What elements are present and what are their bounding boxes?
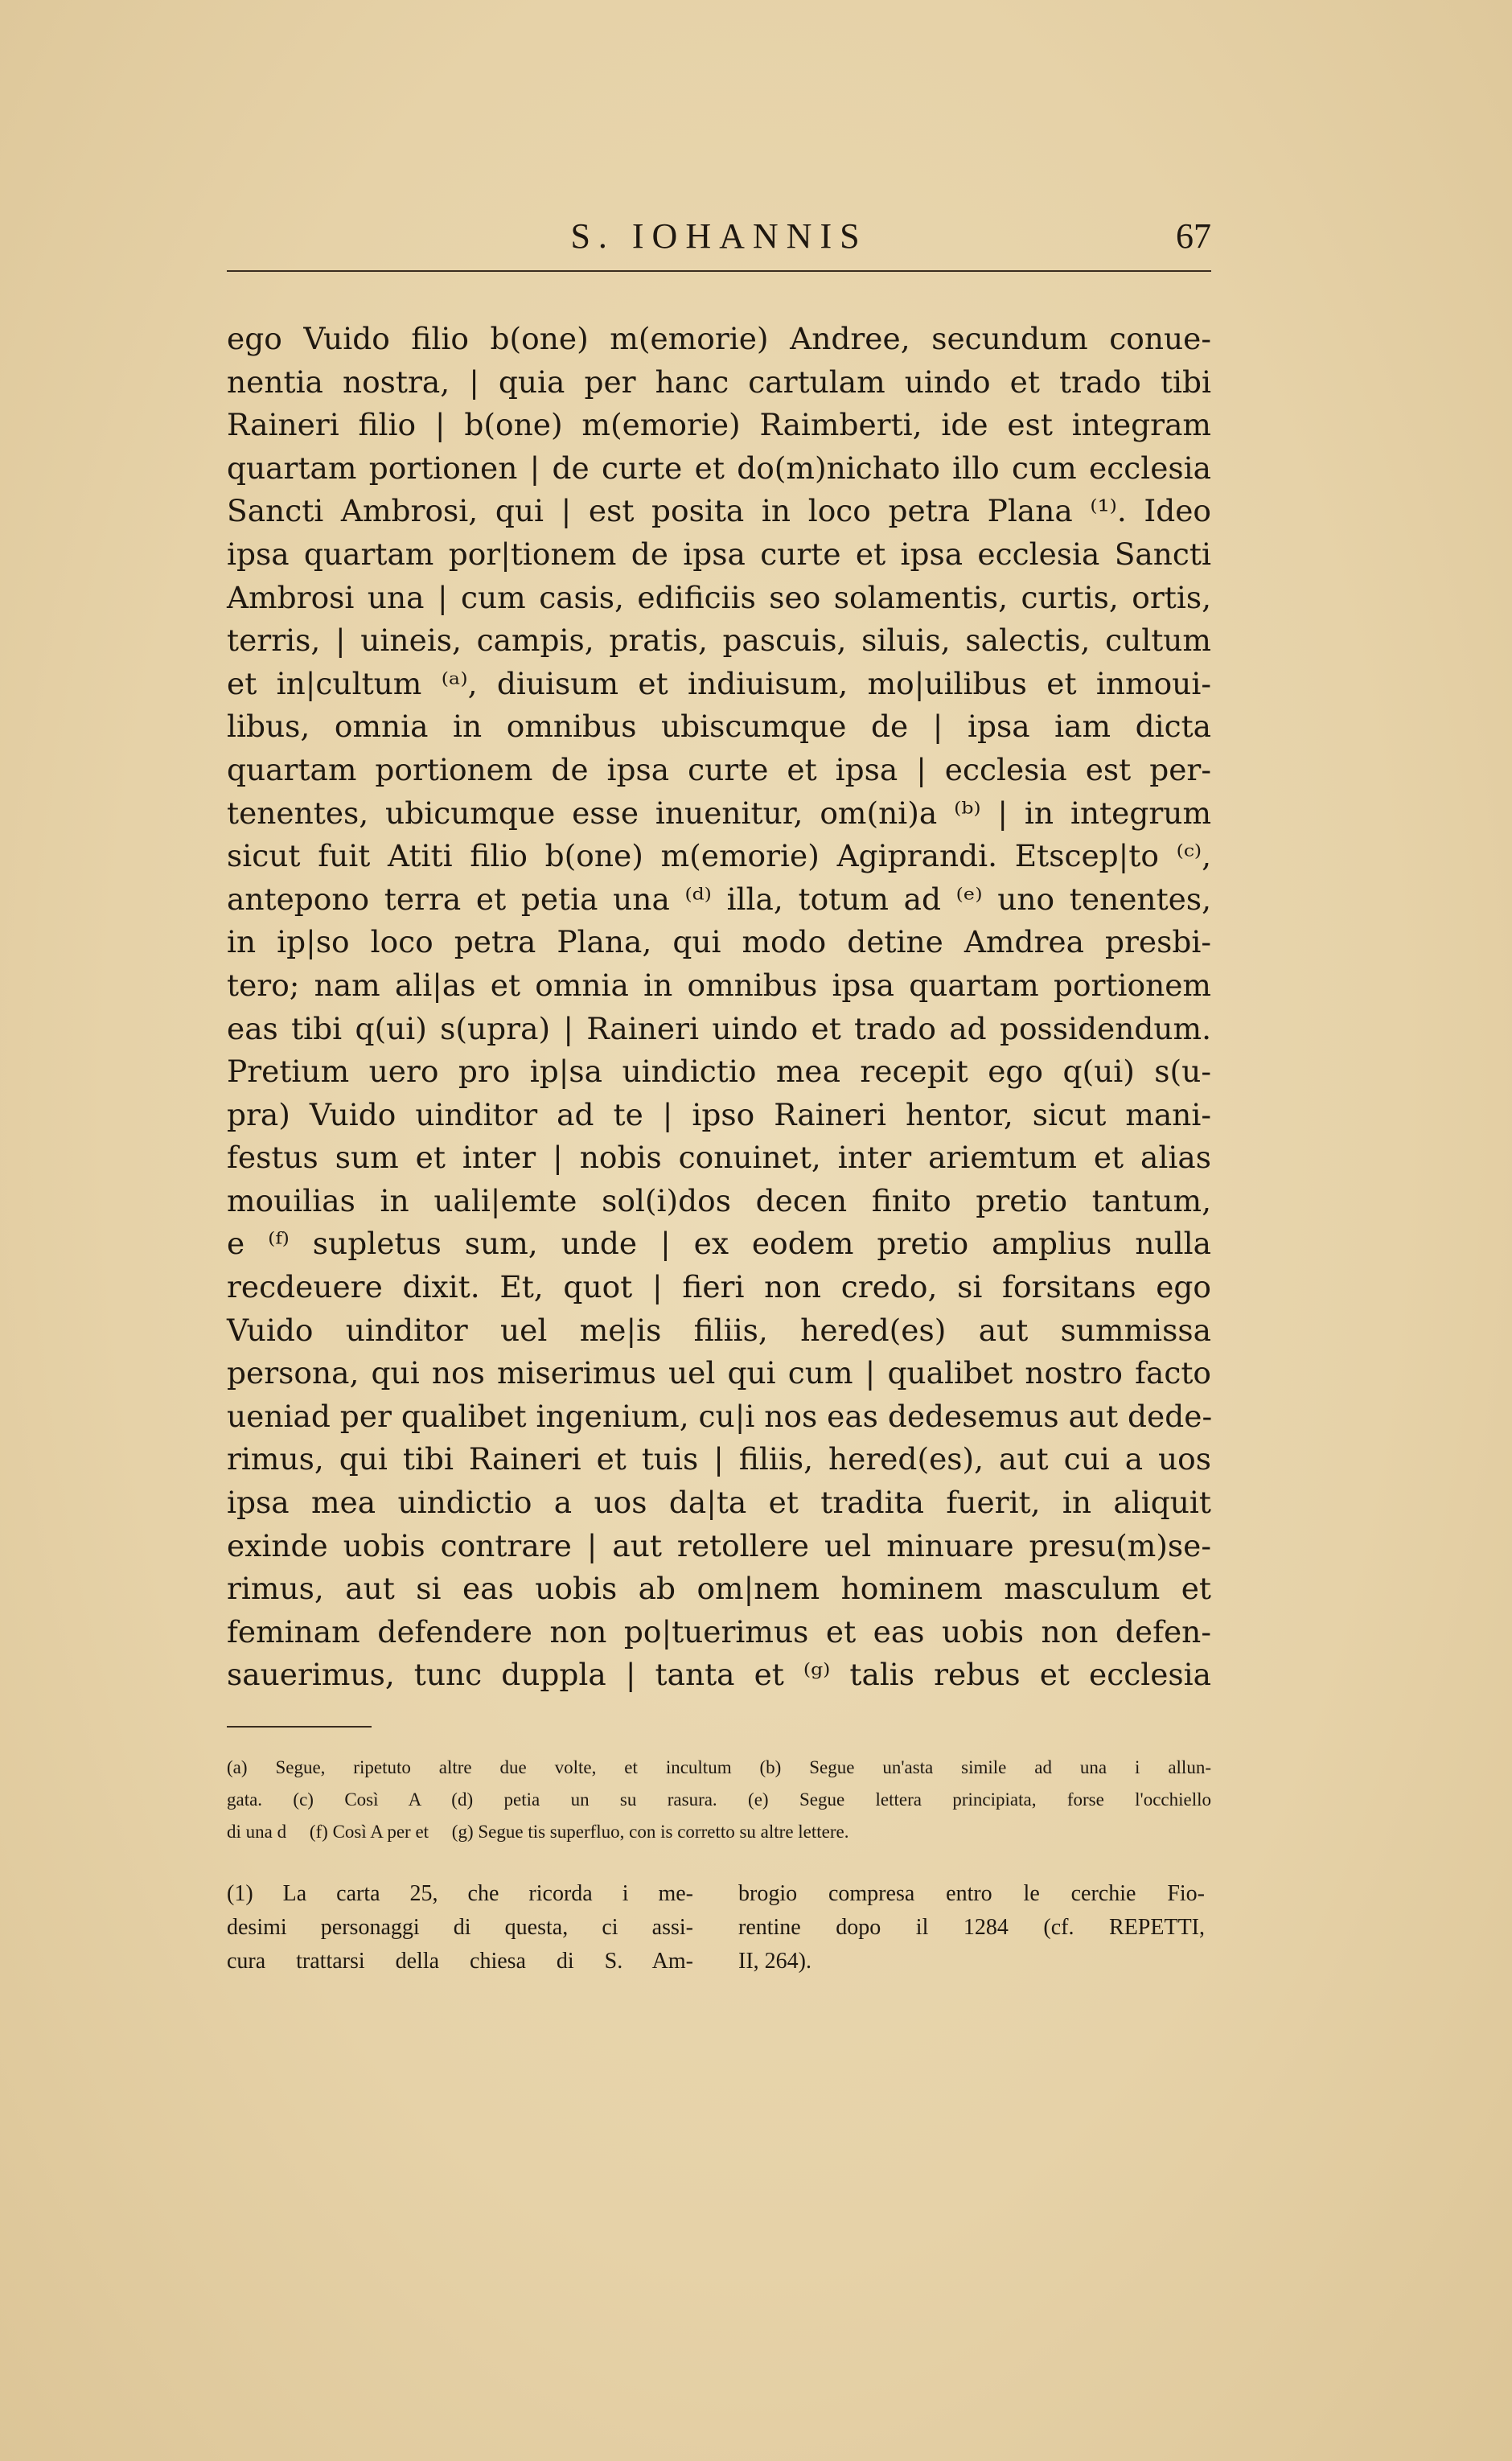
- text-line: tero; nam ali|as et omnia in omnibus ipsa quartam portionem: [227, 967, 1211, 1003]
- text-line: Raineri filio | b(one) m(emorie) Raimberti, ide est integram: [227, 407, 1211, 443]
- apparatus-line: di una d (f) Così A per et (g) Segue tis superfluo, con is corretto su altre lettere.: [227, 1822, 849, 1842]
- note-column-right: [738, 1877, 1205, 1978]
- text-line: pra) Vuido uinditor ad te | ipso Raineri hentor, sicut mani-: [227, 1096, 1211, 1132]
- text-line: quartam portionen | de curte et do(m)nichato illo cum ecclesia: [227, 450, 1211, 486]
- text-line: ipsa quartam por|tionem de ipsa curte et ipsa ecclesia Sancti: [227, 536, 1211, 572]
- note-line: II, 264).: [738, 1949, 811, 1974]
- text-line: tenentes, ubicumque esse inuenitur, om(ni)a ⁽ᵇ⁾ | in integrum: [227, 795, 1211, 831]
- text-line: libus, omnia in omnibus ubiscumque de | ipsa iam dicta: [227, 709, 1211, 745]
- text-line: in ip|so loco petra Plana, qui modo detine Amdrea presbi-: [227, 924, 1211, 960]
- footnote-rule: [227, 1726, 372, 1728]
- apparatus-line: gata. (c) Così A (d) petia un su rasura. (e) Segue lettera principiata, forse l'occhiello: [227, 1789, 1211, 1810]
- running-title: S. IOHANNIS: [570, 216, 868, 256]
- page-number: 67: [1176, 216, 1211, 256]
- note-line: desimi personaggi di questa, ci assi-: [227, 1915, 693, 1940]
- apparatus-line: (a) Segue, ripetuto altre due volte, et incultum (b) Segue un'asta simile ad una i allun-: [227, 1757, 1211, 1777]
- text-line: ipsa mea uindictio a uos da|ta et tradita fuerit, in aliquit: [227, 1485, 1211, 1521]
- text-line: Ambrosi una | cum casis, edificiis seo solamentis, curtis, ortis,: [227, 579, 1211, 615]
- text-line: antepono terra et petia una ⁽ᵈ⁾ illa, totum ad ⁽ᵉ⁾ uno tenentes,: [227, 881, 1211, 917]
- text-line: recdeuere dixit. Et, quot | fieri non credo, si forsitans ego: [227, 1269, 1211, 1305]
- page-header: [227, 216, 1211, 280]
- text-line: e ⁽ᶠ⁾ supletus sum, unde | ex eodem pretio amplius nulla: [227, 1226, 1211, 1262]
- text-line: ego Vuido filio b(one) m(emorie) Andree, secundum conue-: [227, 321, 1211, 356]
- critical-apparatus: [227, 1752, 1211, 1848]
- text-line: Vuido uinditor uel me|is filiis, hered(es) aut summissa: [227, 1312, 1211, 1348]
- text-line: eas tibi q(ui) s(upra) | Raineri uindo et trado ad possidendum.: [227, 1010, 1211, 1046]
- text-line: et in|cultum ⁽ᵃ⁾, diuisum et indiuisum, mo|uilibus et inmoui-: [227, 665, 1211, 701]
- text-line: rimus, qui tibi Raineri et tuis | filiis, hered(es), aut cui a uos: [227, 1441, 1211, 1477]
- text-line: Sancti Ambrosi, qui | est posita in loco petra Plana ⁽¹⁾. Ideo: [227, 493, 1211, 529]
- text-line: exinde uobis contrare | aut retollere uel minuare presu(m)se-: [227, 1527, 1211, 1563]
- note-line: brogio compresa entro le cerchie Fio-: [738, 1881, 1205, 1906]
- note-line: cura trattarsi della chiesa di S. Am-: [227, 1949, 693, 1974]
- text-line: terris, | uineis, campis, pratis, pascuis, siluis, salectis, cultum: [227, 622, 1211, 659]
- note-line: (1) La carta 25, che ricorda i me-: [227, 1881, 693, 1906]
- text-line: persona, qui nos miserimus uel qui cum | qualibet nostro facto: [227, 1355, 1211, 1391]
- text-line: mouilias in uali|emte sol(i)dos decen finito pretio tantum,: [227, 1182, 1211, 1218]
- text-line: ueniad per qualibet ingenium, cu|i nos eas dedesemus aut dede-: [227, 1398, 1213, 1434]
- charter-text: [227, 318, 1211, 1697]
- text-line: festus sum et inter | nobis conuinet, inter ariemtum et alias: [227, 1140, 1211, 1176]
- note-column-left: [227, 1877, 693, 1978]
- note-line: rentine dopo il 1284 (cf. REPETTI,: [738, 1915, 1205, 1940]
- text-line: rimus, aut si eas uobis ab om|nem hominem masculum et: [227, 1571, 1211, 1607]
- header-rule: [227, 270, 1211, 272]
- text-line: quartam portionem de ipsa curte et ipsa | ecclesia est per-: [227, 751, 1211, 787]
- text-line: feminam defendere non po|tuerimus et eas uobis non defen-: [227, 1613, 1211, 1650]
- text-line: Pretium uero pro ip|sa uindictio mea recepit ego q(ui) s(u-: [227, 1054, 1211, 1090]
- text-line: sicut fuit Atiti filio b(one) m(emorie) Agiprandi. Etscep|to ⁽ᶜ⁾,: [227, 838, 1211, 874]
- text-line: sauerimus, tunc duppla | tanta et ⁽ᵍ⁾ talis rebus et ecclesia: [227, 1657, 1211, 1693]
- text-line: nentia nostra, | quia per hanc cartulam uindo et trado tibi: [227, 364, 1211, 400]
